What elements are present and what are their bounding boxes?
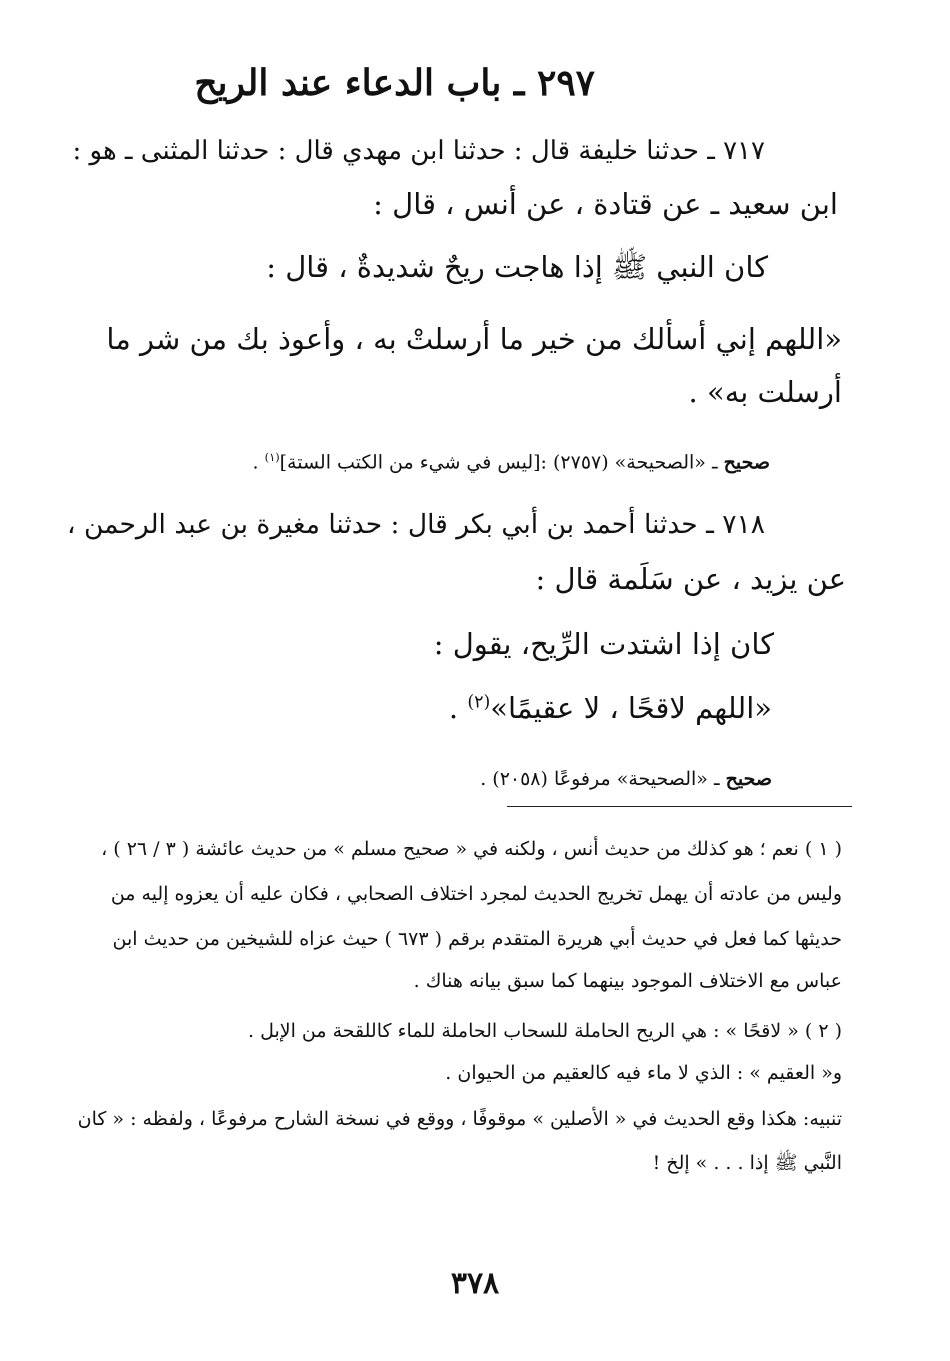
hadith-717-line-2: ابن سعيد ـ عن قتادة ، عن أنس ، قال : xyxy=(373,187,838,221)
grade-label: صحيح xyxy=(723,451,770,474)
footnote-2-line-1: ( ٢ ) « لاقحًا » : هي الريح الحاملة للسحاب الحاملة للماء كاللقحة من الإبل . xyxy=(247,1020,842,1042)
hadith-717-line-4: «اللهم إني أسألك من خير ما أرسلتْ به ، وأعوذ بك من شر ما xyxy=(106,322,842,356)
footnote-ref-1: (١) xyxy=(264,450,280,464)
hadith-718-line-1: ٧١٨ ـ حدثنا أحمد بن أبي بكر قال : حدثنا مغيرة بن عبد الرحمن ، xyxy=(66,509,765,540)
hadith-717-line-3: كان النبي ﷺ إذا هاجت ريحٌ شديدةٌ ، قال : xyxy=(266,250,768,284)
grade-end: . xyxy=(252,451,265,474)
page-number: ٣٧٨ xyxy=(450,1266,500,1301)
hadith-717-grade xyxy=(253,452,770,472)
footnote-1-line-4: عباس مع الاختلاف الموجود بينهما كما سبق بيانه هناك . xyxy=(413,970,842,992)
hadith-718-line-4 xyxy=(448,691,772,725)
note-line-1: تنبيه: هكذا وقع الحديث في « الأصلين » موقوفًا ، ووقع في نسخة الشارح مرفوعًا ، ولفظه : « كان xyxy=(77,1108,842,1130)
footnote-1-line-3: حديثها كما فعل في حديث أبي هريرة المتقدم برقم ( ٦٧٣ ) حيث عزاه للشيخين من حديث ابن xyxy=(112,928,842,950)
note-line-2: النَّبي ﷺ إذا . . . » إلخ ! xyxy=(652,1152,842,1174)
grade-label: صحيح xyxy=(725,768,772,790)
hadith-718-line-3: كان إذا اشتدت الرِّيح، يقول : xyxy=(433,627,774,661)
hadith-717-line-1: ٧١٧ ـ حدثنا خليفة قال : حدثنا ابن مهدي قال : حدثنا المثنى ـ هو : xyxy=(72,136,765,166)
hadith-717-line-5: أرسلت به» . xyxy=(688,375,842,409)
dua-end: . xyxy=(448,691,468,725)
footnote-separator xyxy=(507,806,852,807)
grade-source: ـ «الصحيحة» (٢٧٥٧) :[ليس في شيء من الكتب الستة] xyxy=(279,451,718,474)
footnote-1-line-2: وليس من عادته أن يهمل تخريج الحديث لمجرد اختلاف الصحابي ، فكان عليه أن يعزوه إليه من xyxy=(110,883,842,905)
hadith-718-grade xyxy=(480,770,772,789)
hadith-718-line-2: عن يزيد ، عن سَلَمة قال : xyxy=(535,562,846,596)
footnote-1-line-1: ( ١ ) نعم ؛ هو كذلك من حديث أنس ، ولكنه في « صحيح مسلم » من حديث عائشة ( ٣ / ٢٦ ) ، xyxy=(101,838,842,860)
chapter-title: ٢٩٧ ـ باب الدعاء عند الريح xyxy=(194,62,595,104)
footnote-2-line-2: و« العقيم » : الذي لا ماء فيه كالعقيم من الحيوان . xyxy=(445,1062,842,1084)
grade-source: ـ «الصحيحة» مرفوعًا (٢٠٥٨) . xyxy=(480,768,720,790)
footnote-ref-2: (٢) xyxy=(467,692,491,713)
dua-text: «اللهم لاقحًا ، لا عقيمًا» xyxy=(490,691,772,725)
